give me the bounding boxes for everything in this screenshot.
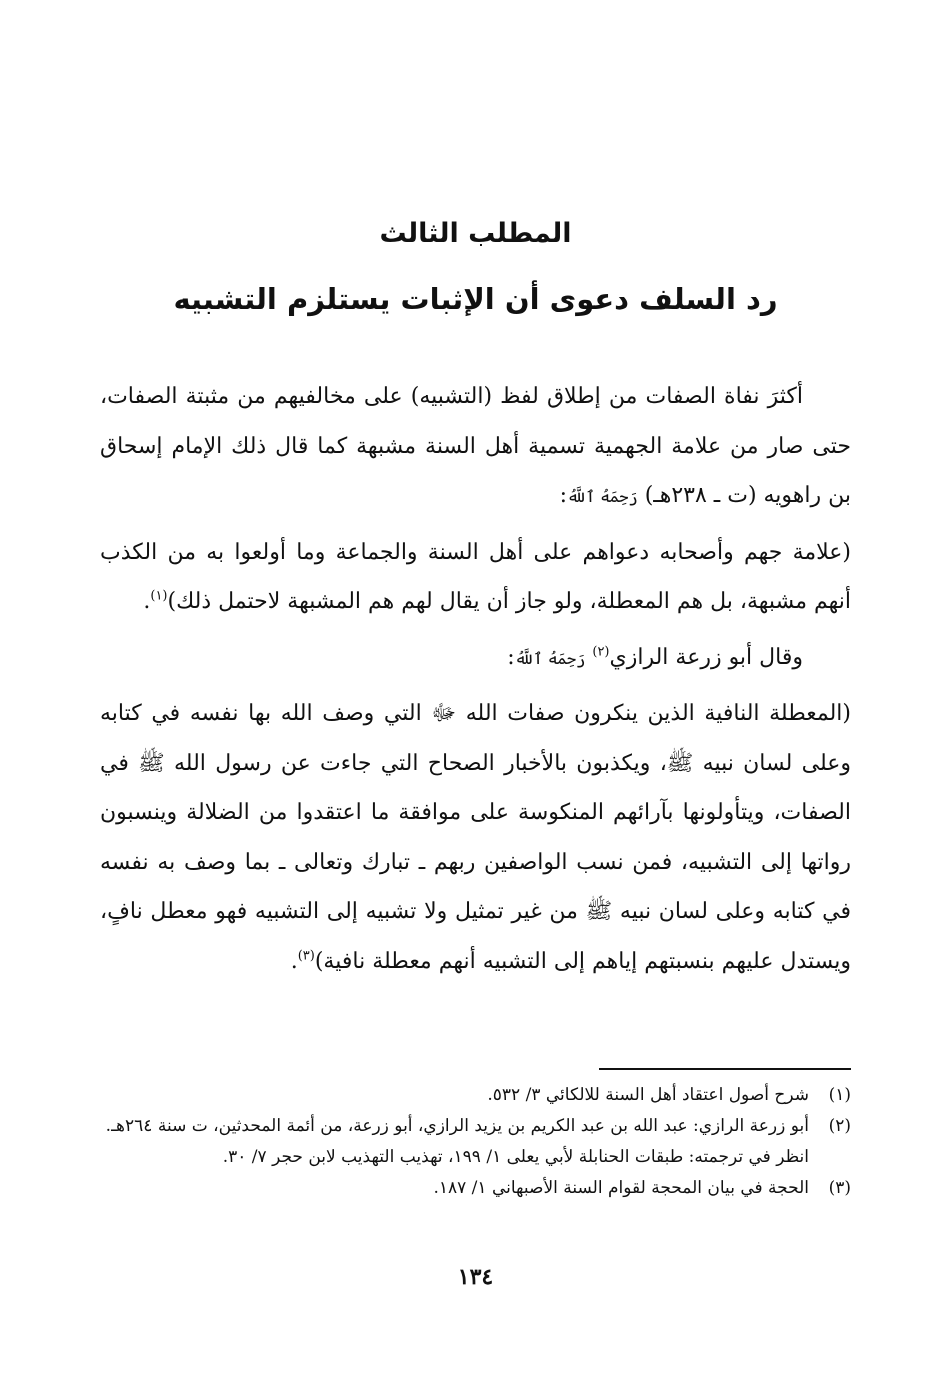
quote-abu-zura xyxy=(100,689,851,986)
quote-abu-zura-text: (المعطلة النافية الذين ينكرون صفات الله ﷻ التي وصف الله بها نفسه في كتابه وعلى لسان نبيه ﷺ، ويكذبون بالأخبار الصحاح التي جاءت عن رسول الله ﷺ في الصفات، ويتأولونها بآرائهم المنكوسة على موافقة ما اعتقدوا من الضلالة وينسبون رواتها إلى التشبيه، فمن نسب الواصفين ربهم ـ تبارك وتعالى ـ بما وصف به نفسه في كتابه وعلى لسان نبيه ﷺ من غير تمثيل ولا تشبيه إلى التشبيه فهو معطل نافٍ، ويستدل عليهم بنسبتهم إياهم إلى التشبيه أنهم معطلة نافية) xyxy=(100,701,851,974)
footnote-number: (١) xyxy=(828,1085,851,1105)
quote-jahm xyxy=(100,528,851,627)
punctuation: : xyxy=(559,483,567,508)
honorific-text: رَحِمَهُ ٱللَّهُ xyxy=(566,487,638,506)
punctuation: . xyxy=(290,948,298,974)
quote-jahm-text: (علامة جهم وأصحابه دعواهم على أهل السنة والجماعة وما أولعوا به من الكذب أنهم مشبهة، بل هم المعطلة، ولو جاز أن يقال لهم هم المشبهة لاحتمل ذلك) xyxy=(100,539,851,614)
abu-zura-intro-text: وقال أبو زرعة الرازي xyxy=(609,644,803,670)
footnote-number: (٢) xyxy=(828,1116,851,1136)
paragraph-intro xyxy=(100,372,851,522)
honorific-text: رَحِمَهُ ٱللَّهُ xyxy=(514,648,586,668)
footnote-item xyxy=(100,1080,851,1111)
footnote-divider xyxy=(599,1068,851,1070)
footnote-ref-2: (٢) xyxy=(592,644,610,660)
footnote-text: الحجة في بيان المحجة لقوام السنة الأصبهاني ١/ ١٨٧. xyxy=(433,1178,809,1198)
page-number: ١٣٤ xyxy=(457,1264,494,1290)
body-text xyxy=(100,372,851,992)
footnote-item xyxy=(100,1111,851,1142)
footnote-item xyxy=(100,1142,851,1173)
footnote-text: انظر في ترجمته: طبقات الحنابلة لأبي يعلى ١/ ١٩٩، تهذيب التهذيب لابن حجر ٧/ ٣٠. xyxy=(222,1147,809,1167)
paragraph-intro-text: أكثرَ نفاة الصفات من إطلاق لفظ (التشبيه) على مخالفيهم من مثبتة الصفات، حتى صار من علامة الجهمية تسمية أهل السنة مشبهة كما قال ذلك الإمام إسحاق بن راهويه (ت ـ ٢٣٨هـ) xyxy=(100,384,851,508)
footnote-text: شرح أصول اعتقاد أهل السنة للالكائي ٣/ ٥٣٢. xyxy=(487,1085,809,1105)
punctuation: . xyxy=(143,589,151,614)
footnote-item xyxy=(100,1173,851,1204)
footnote-number: (٣) xyxy=(828,1178,851,1198)
footnote-ref-1: (١) xyxy=(150,588,168,604)
section-title: رد السلف دعوى أن الإثبات يستلزم التشبيه xyxy=(173,282,778,316)
footnotes xyxy=(100,1080,851,1204)
paragraph-abu-zura-intro xyxy=(100,633,851,684)
chapter-title: المطلب الثالث xyxy=(379,218,572,249)
footnote-ref-3: (٣) xyxy=(297,948,315,964)
punctuation: : xyxy=(507,644,515,670)
footnote-text: أبو زرعة الرازي: عبد الله بن عبد الكريم بن يزيد الرازي، أبو زرعة، من أئمة المحدثين، ت سنة ٢٦٤هـ. xyxy=(105,1116,809,1136)
